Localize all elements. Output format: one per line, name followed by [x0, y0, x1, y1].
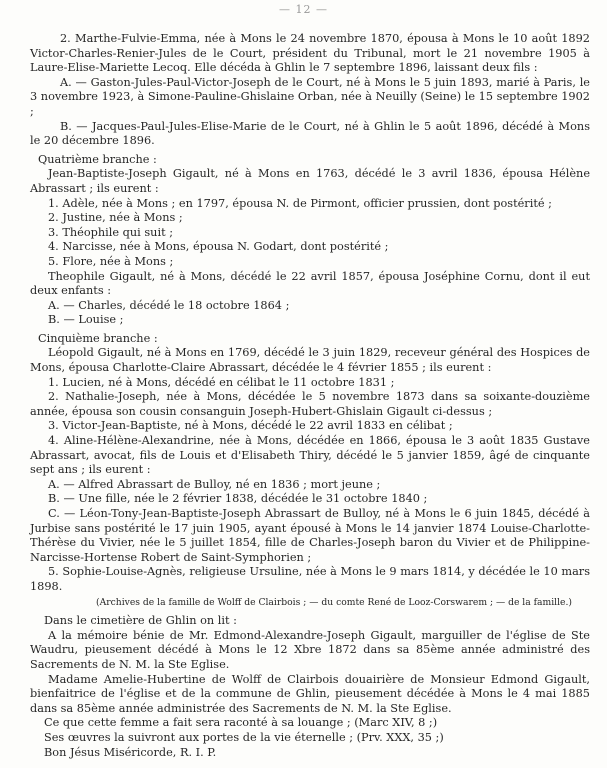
list-item: A. — Charles, décédé le 18 octobre 1864 ; [48, 298, 290, 312]
list-item: 3. Victor-Jean-Baptiste, né à Mons, décédé le 22 avril 1833 en célibat ; [48, 419, 453, 433]
list-item: A. — Alfred Abrassart de Bulloy, né en 1836 ; mort jeune ; [48, 477, 381, 491]
epitaph-closing: Bon Jésus Miséricorde, R. I. P. [44, 745, 217, 759]
list-item: B. — Une fille, née le 2 février 1838, décédée le 31 octobre 1840 ; [48, 492, 428, 506]
list-item: 1. Adèle, née à Mons ; en 1797, épousa N. de Pirmont, officier prussien, dont postérité ; [48, 196, 552, 210]
paragraph: 2. Marthe-Fulvie-Emma, née à Mons le 24 novembre 1870, épousa à Mons le 10 août 1892 Victor-Charles-Renier-Jules de le Court, président du Tribunal, mort le 21 novembre 1905 à Laure-Elise-Mariette Lecoq. Elle décéda à Ghlin le 7 septembre 1896, laissant deux fils : [30, 32, 590, 75]
source-note: (Archives de la famille de Wolff de Clairbois ; — du comte René de Looz-Corswarem ; — de la famille.) [96, 596, 572, 608]
paragraph: Jean-Baptiste-Joseph Gigault, né à Mons en 1763, décédé le 3 avril 1836, épousa Hélène Abrassart ; ils eurent : [30, 167, 590, 195]
paragraph: A. — Gaston-Jules-Paul-Victor-Joseph de le Court, né à Mons le 5 juin 1893, marié à Paris, le 3 novembre 1923, à Simone-Pauline-Ghislaine Orban, née à Neuilly (Seine) le 15 septembre 1902 ; [30, 75, 590, 118]
list-item: 2. Nathalie-Joseph, née à Mons, décédée le 5 novembre 1873 dans sa soixante-douzième année, épousa son cousin consanguin Joseph-Hubert-Ghislain Gigault ci-dessus ; [30, 390, 590, 418]
document-body [30, 32, 590, 760]
epitaph-verse: Ses œuvres la suivront aux portes de la vie éternelle ; (Prv. XXX, 35 ;) [44, 730, 444, 744]
list-item: 4. Narcisse, née à Mons, épousa N. Godart, dont postérité ; [48, 240, 389, 254]
paragraph: Léopold Gigault, né à Mons en 1769, décédé le 3 juin 1829, receveur général des Hospices de Mons, épousa Charlotte-Claire Abrassart, décédée le 4 février 1855 ; ils eurent : [30, 346, 590, 375]
paragraph: B. — Jacques-Paul-Jules-Elise-Marie de le Court, né à Ghlin le 5 août 1896, décédé à Mons le 20 décembre 1896. [30, 119, 590, 148]
list-item: C. — Léon-Tony-Jean-Baptiste-Joseph Abrassart de Bulloy, né à Mons le 6 juin 1845, décédé à Jurbise sans postérité le 17 juin 1905, ayant épousé à Mons le 14 janvier 1874 Louise-Charlotte-Thérèse du Vivier, née le 5 juillet 1854, fille de Charles-Joseph baron du Vivier et de Philippine-Narcisse-Hortense Robert de Saint-Symphorien ; [30, 507, 590, 564]
list-item: 3. Théophile qui suit ; [48, 225, 174, 239]
paragraph: Theophile Gigault, né à Mons, décédé le 22 avril 1857, épousa Joséphine Cornu, dont il eut deux enfants : [30, 269, 590, 298]
section-heading: Quatrième branche : [38, 152, 157, 166]
epitaph-intro: Dans le cimetière de Ghlin on lit : [44, 614, 237, 628]
list-item: 5. Flore, née à Mons ; [48, 254, 174, 268]
list-item: 2. Justine, née à Mons ; [48, 211, 183, 225]
list-item: 4. Aline-Hélène-Alexandrine, née à Mons, décédée en 1866, épousa le 3 août 1835 Gustave Abrassart, avocat, fils de Louis et d'Elisabeth Thiry, décédé le 5 janvier 1859, âgé de cinquante sept ans ; ils eurent : [30, 434, 590, 477]
epitaph-paragraph: A la mémoire bénie de Mr. Edmond-Alexandre-Joseph Gigault, marguiller de l'église de Ste Waudru, pieusement décédé à Mons le 12 Xbre 1872 dans sa 85ème année administré des Sacrements de N. M. la Ste Eglise. [30, 628, 590, 671]
list-item: B. — Louise ; [48, 313, 124, 327]
list-item: 1. Lucien, né à Mons, décédé en célibat le 11 octobre 1831 ; [48, 375, 395, 389]
section-heading: Cinquième branche : [38, 331, 158, 345]
epitaph-verse: Ce que cette femme a fait sera raconté à sa louange ; (Marc XIV, 8 ;) [44, 716, 438, 730]
list-item: 5. Sophie-Louise-Agnès, religieuse Ursuline, née à Mons le 9 mars 1814, y décédée le 10 mars 1898. [30, 565, 590, 593]
epitaph-paragraph: Madame Amelie-Hubertine de Wolff de Clairbois douairière de Monsieur Edmond Gigault, bienfaitrice de l'église et de la commune de Ghlin, pieusement décédée à Mons le 4 mai 1885 dans sa 85ème année administrée des Sacrements de N. M. la Ste Eglise. [30, 672, 590, 715]
page-number: — 12 — [279, 3, 328, 16]
